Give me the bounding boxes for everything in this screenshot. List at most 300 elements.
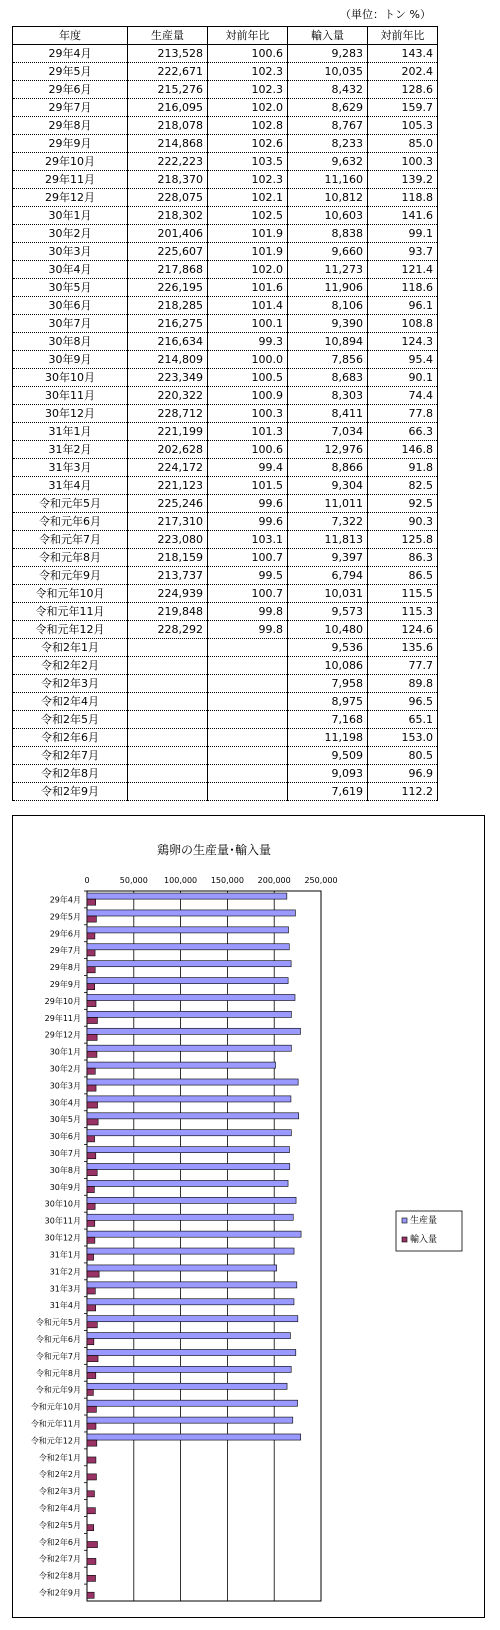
cell-production: 215,276 (128, 81, 208, 99)
cell-production: 228,292 (128, 621, 208, 639)
cell-imports: 9,660 (288, 243, 368, 261)
bar-imports (87, 1170, 97, 1176)
cell-production: 225,607 (128, 243, 208, 261)
cell-production-yoy: 102.3 (208, 171, 288, 189)
cell-production: 216,634 (128, 333, 208, 351)
table-row (13, 603, 438, 621)
legend-label-production: 生産量 (410, 1216, 438, 1226)
table-row (13, 729, 438, 747)
table-row (13, 225, 438, 243)
cell-imports-yoy: 77.8 (368, 405, 438, 423)
cell-production: 224,939 (128, 585, 208, 603)
cell-production-yoy (208, 747, 288, 765)
cell-production: 223,349 (128, 369, 208, 387)
x-tick-label: 50,000 (119, 876, 148, 885)
cell-imports: 8,432 (288, 81, 368, 99)
cell-production: 218,285 (128, 297, 208, 315)
bar-production (87, 1383, 287, 1389)
cell-imports: 8,767 (288, 117, 368, 135)
cell-imports: 8,838 (288, 225, 368, 243)
y-category-label: 31年1月 (49, 1250, 81, 1260)
bar-imports (87, 916, 96, 922)
cell-month: 29年11月 (13, 171, 128, 189)
bar-production (87, 1248, 294, 1254)
bar-production (87, 1028, 300, 1034)
cell-imports-yoy: 100.3 (368, 153, 438, 171)
bar-production (87, 978, 288, 984)
cell-imports: 8,233 (288, 135, 368, 153)
bar-imports (87, 1474, 96, 1480)
bar-imports (87, 1525, 94, 1531)
bar-imports (87, 1575, 96, 1581)
table-row (13, 369, 438, 387)
x-tick-label: 150,000 (210, 876, 244, 885)
cell-production-yoy: 99.4 (208, 459, 288, 477)
cell-imports-yoy: 99.1 (368, 225, 438, 243)
bar-imports (87, 1592, 94, 1598)
bar-imports (87, 1102, 98, 1108)
cell-imports-yoy: 115.5 (368, 585, 438, 603)
table-row (13, 153, 438, 171)
x-tick-label: 250,000 (304, 876, 338, 885)
table-row (13, 207, 438, 225)
bar-production (87, 1434, 301, 1440)
cell-month: 29年9月 (13, 135, 128, 153)
y-category-label: 29年11月 (44, 1013, 81, 1023)
bar-imports (87, 1220, 95, 1226)
y-category-label: 29年12月 (44, 1030, 81, 1040)
cell-month: 令和元年8月 (13, 549, 128, 567)
cell-imports-yoy: 90.1 (368, 369, 438, 387)
bar-imports (87, 1153, 96, 1159)
unit-note: （単位：トン %） (340, 8, 431, 21)
cell-production-yoy (208, 765, 288, 783)
cell-production (128, 657, 208, 675)
table-row (13, 513, 438, 531)
bar-production (87, 1130, 291, 1136)
cell-production: 202,628 (128, 441, 208, 459)
y-category-label: 31年4月 (49, 1301, 81, 1311)
cell-imports-yoy: 143.4 (368, 45, 438, 63)
y-category-label: 令和2年5月 (38, 1520, 81, 1530)
bar-production (87, 1282, 297, 1288)
cell-imports-yoy: 90.3 (368, 513, 438, 531)
cell-production-yoy (208, 675, 288, 693)
cell-production: 213,737 (128, 567, 208, 585)
cell-imports-yoy: 121.4 (368, 261, 438, 279)
cell-production: 214,809 (128, 351, 208, 369)
cell-month: 令和2年7月 (13, 747, 128, 765)
cell-production-yoy: 100.6 (208, 45, 288, 63)
cell-production: 221,199 (128, 423, 208, 441)
cell-production-yoy: 99.3 (208, 333, 288, 351)
table-row (13, 315, 438, 333)
bar-production (87, 1316, 298, 1322)
cell-month: 30年5月 (13, 279, 128, 297)
bar-production (87, 1231, 301, 1237)
cell-production: 218,302 (128, 207, 208, 225)
x-tick-label: 100,000 (164, 876, 198, 885)
y-category-label: 29年5月 (49, 912, 81, 922)
cell-imports: 12,976 (288, 441, 368, 459)
table-row (13, 585, 438, 603)
cell-month: 31年3月 (13, 459, 128, 477)
cell-production-yoy: 101.3 (208, 423, 288, 441)
y-category-label: 30年7月 (49, 1149, 81, 1159)
cell-production: 228,075 (128, 189, 208, 207)
cell-month: 31年4月 (13, 477, 128, 495)
cell-imports: 11,813 (288, 531, 368, 549)
y-category-label: 29年6月 (49, 929, 81, 939)
cell-month: 30年2月 (13, 225, 128, 243)
y-category-label: 30年6月 (49, 1132, 81, 1142)
bar-production (87, 893, 287, 899)
y-category-label: 令和元年8月 (35, 1368, 81, 1378)
cell-imports: 8,866 (288, 459, 368, 477)
cell-production (128, 711, 208, 729)
table-row (13, 765, 438, 783)
bar-imports (87, 899, 96, 905)
cell-production-yoy: 102.3 (208, 81, 288, 99)
table-row (13, 387, 438, 405)
table-row (13, 135, 438, 153)
table-row (13, 675, 438, 693)
cell-month: 令和元年5月 (13, 495, 128, 513)
chart-title: 鶏卵の生産量･輸入量 (156, 843, 272, 857)
cell-production-yoy (208, 729, 288, 747)
cell-production-yoy: 103.5 (208, 153, 288, 171)
cell-month: 29年7月 (13, 99, 128, 117)
cell-month: 令和元年11月 (13, 603, 128, 621)
bar-imports (87, 1017, 97, 1023)
y-category-label: 29年7月 (49, 946, 81, 956)
bar-imports (87, 933, 95, 939)
y-category-label: 29年10月 (44, 996, 81, 1006)
bar-production (87, 1147, 289, 1153)
y-category-label: 令和元年10月 (30, 1402, 81, 1412)
cell-production-yoy: 103.1 (208, 531, 288, 549)
cell-imports: 9,390 (288, 315, 368, 333)
y-category-label: 30年1月 (49, 1047, 81, 1057)
cell-production-yoy: 100.3 (208, 405, 288, 423)
bar-production (87, 1400, 298, 1406)
cell-imports-yoy: 82.5 (368, 477, 438, 495)
cell-imports-yoy: 141.6 (368, 207, 438, 225)
cell-production-yoy: 102.0 (208, 261, 288, 279)
header-production: 生産量 (128, 27, 208, 45)
cell-month: 30年9月 (13, 351, 128, 369)
cell-production-yoy: 99.5 (208, 567, 288, 585)
bar-production (87, 927, 288, 933)
y-category-label: 令和元年9月 (35, 1385, 81, 1395)
bar-production (87, 1113, 299, 1119)
cell-imports: 11,160 (288, 171, 368, 189)
y-category-label: 令和2年4月 (38, 1504, 81, 1514)
bar-production (87, 994, 295, 1000)
y-category-label: 令和2年8月 (38, 1571, 81, 1581)
legend-swatch-imports (402, 1237, 407, 1242)
cell-imports: 9,509 (288, 747, 368, 765)
cell-production-yoy (208, 639, 288, 657)
y-category-label: 令和2年3月 (38, 1487, 81, 1497)
cell-imports: 8,629 (288, 99, 368, 117)
cell-imports: 9,093 (288, 765, 368, 783)
legend-label-imports: 輸入量 (410, 1235, 438, 1245)
bar-imports (87, 1389, 93, 1395)
cell-imports-yoy: 80.5 (368, 747, 438, 765)
cell-production-yoy: 99.6 (208, 513, 288, 531)
cell-imports-yoy: 108.8 (368, 315, 438, 333)
cell-imports-yoy: 128.6 (368, 81, 438, 99)
cell-imports: 7,034 (288, 423, 368, 441)
cell-imports-yoy: 96.9 (368, 765, 438, 783)
cell-imports-yoy: 124.3 (368, 333, 438, 351)
cell-imports-yoy: 95.4 (368, 351, 438, 369)
bar-production (87, 1265, 277, 1271)
bar-production (87, 944, 289, 950)
table-row (13, 243, 438, 261)
bar-imports (87, 1119, 98, 1125)
cell-production: 218,159 (128, 549, 208, 567)
cell-month: 令和2年5月 (13, 711, 128, 729)
y-category-label: 令和元年12月 (30, 1436, 81, 1446)
x-tick-label: 0 (84, 876, 90, 885)
y-category-label: 30年8月 (49, 1165, 81, 1175)
cell-imports: 8,683 (288, 369, 368, 387)
table-row (13, 351, 438, 369)
cell-imports: 8,303 (288, 387, 368, 405)
cell-imports: 7,322 (288, 513, 368, 531)
bar-production (87, 1079, 298, 1085)
cell-imports-yoy: 159.7 (368, 99, 438, 117)
bar-production (87, 1164, 290, 1170)
cell-imports: 7,958 (288, 675, 368, 693)
table-body (13, 45, 438, 801)
cell-month: 31年1月 (13, 423, 128, 441)
table-row (13, 639, 438, 657)
table-row (13, 441, 438, 459)
cell-imports-yoy: 92.5 (368, 495, 438, 513)
cell-month: 29年4月 (13, 45, 128, 63)
cell-imports: 9,573 (288, 603, 368, 621)
bar-imports (87, 1271, 99, 1277)
table-row (13, 711, 438, 729)
table-row (13, 63, 438, 81)
bar-imports (87, 950, 95, 956)
y-category-label: 令和元年7月 (35, 1351, 81, 1361)
cell-imports: 9,536 (288, 639, 368, 657)
cell-imports: 10,480 (288, 621, 368, 639)
table-row (13, 693, 438, 711)
bar-imports (87, 1322, 97, 1328)
bar-imports (87, 984, 95, 990)
cell-production: 217,868 (128, 261, 208, 279)
cell-production: 217,310 (128, 513, 208, 531)
bar-imports (87, 1186, 94, 1192)
cell-imports: 7,856 (288, 351, 368, 369)
cell-production: 216,095 (128, 99, 208, 117)
cell-imports: 10,812 (288, 189, 368, 207)
bar-imports (87, 1254, 94, 1260)
bar-imports (87, 1085, 96, 1091)
cell-production-yoy: 99.8 (208, 621, 288, 639)
bar-imports (87, 1288, 95, 1294)
bar-imports (87, 1203, 95, 1209)
y-category-label: 令和元年11月 (30, 1419, 81, 1429)
cell-production: 223,080 (128, 531, 208, 549)
cell-imports: 10,603 (288, 207, 368, 225)
cell-month: 30年12月 (13, 405, 128, 423)
y-category-label: 30年9月 (49, 1182, 81, 1192)
cell-production: 221,123 (128, 477, 208, 495)
table-row (13, 297, 438, 315)
cell-production: 219,848 (128, 603, 208, 621)
bar-imports (87, 1457, 96, 1463)
y-category-label: 29年8月 (49, 963, 81, 973)
y-category-label: 令和2年6月 (38, 1537, 81, 1547)
cell-imports: 6,794 (288, 567, 368, 585)
cell-production-yoy: 102.6 (208, 135, 288, 153)
y-category-label: 29年4月 (49, 895, 81, 905)
cell-production-yoy: 100.9 (208, 387, 288, 405)
cell-production: 218,078 (128, 117, 208, 135)
y-category-label: 31年3月 (49, 1284, 81, 1294)
cell-production-yoy: 102.8 (208, 117, 288, 135)
bar-imports (87, 1491, 94, 1497)
bar-imports (87, 1305, 96, 1311)
cell-production (128, 765, 208, 783)
bar-production (87, 1417, 293, 1423)
cell-imports-yoy: 65.1 (368, 711, 438, 729)
data-table (12, 26, 438, 801)
cell-month: 令和2年3月 (13, 675, 128, 693)
bar-imports (87, 1372, 96, 1378)
cell-production: 220,322 (128, 387, 208, 405)
cell-imports: 11,198 (288, 729, 368, 747)
cell-imports: 10,086 (288, 657, 368, 675)
cell-month: 30年11月 (13, 387, 128, 405)
cell-production (128, 729, 208, 747)
y-category-label: 30年5月 (49, 1115, 81, 1125)
bar-production (87, 961, 291, 967)
cell-month: 30年4月 (13, 261, 128, 279)
cell-imports-yoy: 86.3 (368, 549, 438, 567)
cell-production: 228,712 (128, 405, 208, 423)
x-tick-label: 200,000 (257, 876, 291, 885)
bar-imports (87, 1423, 96, 1429)
cell-imports-yoy: 85.0 (368, 135, 438, 153)
cell-production-yoy: 100.6 (208, 441, 288, 459)
bar-imports (87, 1508, 95, 1514)
cell-month: 29年5月 (13, 63, 128, 81)
cell-production-yoy: 100.0 (208, 351, 288, 369)
cell-production: 222,223 (128, 153, 208, 171)
cell-imports-yoy: 135.6 (368, 639, 438, 657)
cell-production-yoy (208, 657, 288, 675)
cell-month: 29年10月 (13, 153, 128, 171)
cell-imports-yoy: 93.7 (368, 243, 438, 261)
table-row (13, 495, 438, 513)
cell-production (128, 693, 208, 711)
y-category-label: 30年10月 (44, 1199, 81, 1209)
cell-production-yoy: 101.9 (208, 225, 288, 243)
bar-production (87, 1180, 288, 1186)
cell-production-yoy: 101.4 (208, 297, 288, 315)
y-category-label: 30年11月 (44, 1216, 81, 1226)
header-imports: 輸入量 (288, 27, 368, 45)
bar-imports (87, 1440, 97, 1446)
cell-imports: 10,894 (288, 333, 368, 351)
table-row (13, 81, 438, 99)
bar-production (87, 1299, 294, 1305)
cell-production: 222,671 (128, 63, 208, 81)
bar-imports (87, 1356, 98, 1362)
bar-production (87, 1096, 291, 1102)
cell-imports-yoy: 146.8 (368, 441, 438, 459)
cell-month: 令和2年2月 (13, 657, 128, 675)
bar-imports (87, 967, 95, 973)
cell-imports-yoy: 125.8 (368, 531, 438, 549)
chart-svg (13, 816, 484, 1617)
cell-month: 令和元年12月 (13, 621, 128, 639)
bar-production (87, 1214, 293, 1220)
y-category-label: 29年9月 (49, 979, 81, 989)
cell-production (128, 639, 208, 657)
header-year: 年度 (13, 27, 128, 45)
cell-month: 令和2年6月 (13, 729, 128, 747)
cell-production-yoy: 101.9 (208, 243, 288, 261)
table-row (13, 621, 438, 639)
cell-production-yoy: 102.3 (208, 63, 288, 81)
bar-production (87, 1349, 296, 1355)
cell-month: 29年6月 (13, 81, 128, 99)
cell-month: 30年7月 (13, 315, 128, 333)
cell-imports-yoy: 115.3 (368, 603, 438, 621)
cell-imports-yoy: 112.2 (368, 783, 438, 801)
cell-production: 213,528 (128, 45, 208, 63)
cell-imports-yoy: 77.7 (368, 657, 438, 675)
cell-imports: 9,397 (288, 549, 368, 567)
cell-imports: 10,031 (288, 585, 368, 603)
table-row (13, 261, 438, 279)
cell-production-yoy: 100.5 (208, 369, 288, 387)
cell-production: 214,868 (128, 135, 208, 153)
bar-production (87, 1366, 291, 1372)
table-row (13, 117, 438, 135)
cell-month: 令和2年9月 (13, 783, 128, 801)
cell-production: 224,172 (128, 459, 208, 477)
cell-production-yoy: 99.6 (208, 495, 288, 513)
cell-production (128, 783, 208, 801)
y-category-label: 30年12月 (44, 1233, 81, 1243)
header-imports-yoy: 対前年比 (368, 27, 438, 45)
bar-production (87, 1062, 276, 1068)
bar-imports (87, 1558, 96, 1564)
cell-imports: 7,168 (288, 711, 368, 729)
bar-imports (87, 1034, 97, 1040)
cell-month: 31年2月 (13, 441, 128, 459)
cell-imports: 7,619 (288, 783, 368, 801)
cell-month: 30年8月 (13, 333, 128, 351)
y-category-label: 令和元年6月 (35, 1334, 81, 1344)
bar-imports (87, 1068, 95, 1074)
table-row (13, 459, 438, 477)
table-row (13, 171, 438, 189)
cell-imports-yoy: 118.8 (368, 189, 438, 207)
cell-production (128, 675, 208, 693)
cell-imports-yoy: 74.4 (368, 387, 438, 405)
cell-imports: 8,106 (288, 297, 368, 315)
